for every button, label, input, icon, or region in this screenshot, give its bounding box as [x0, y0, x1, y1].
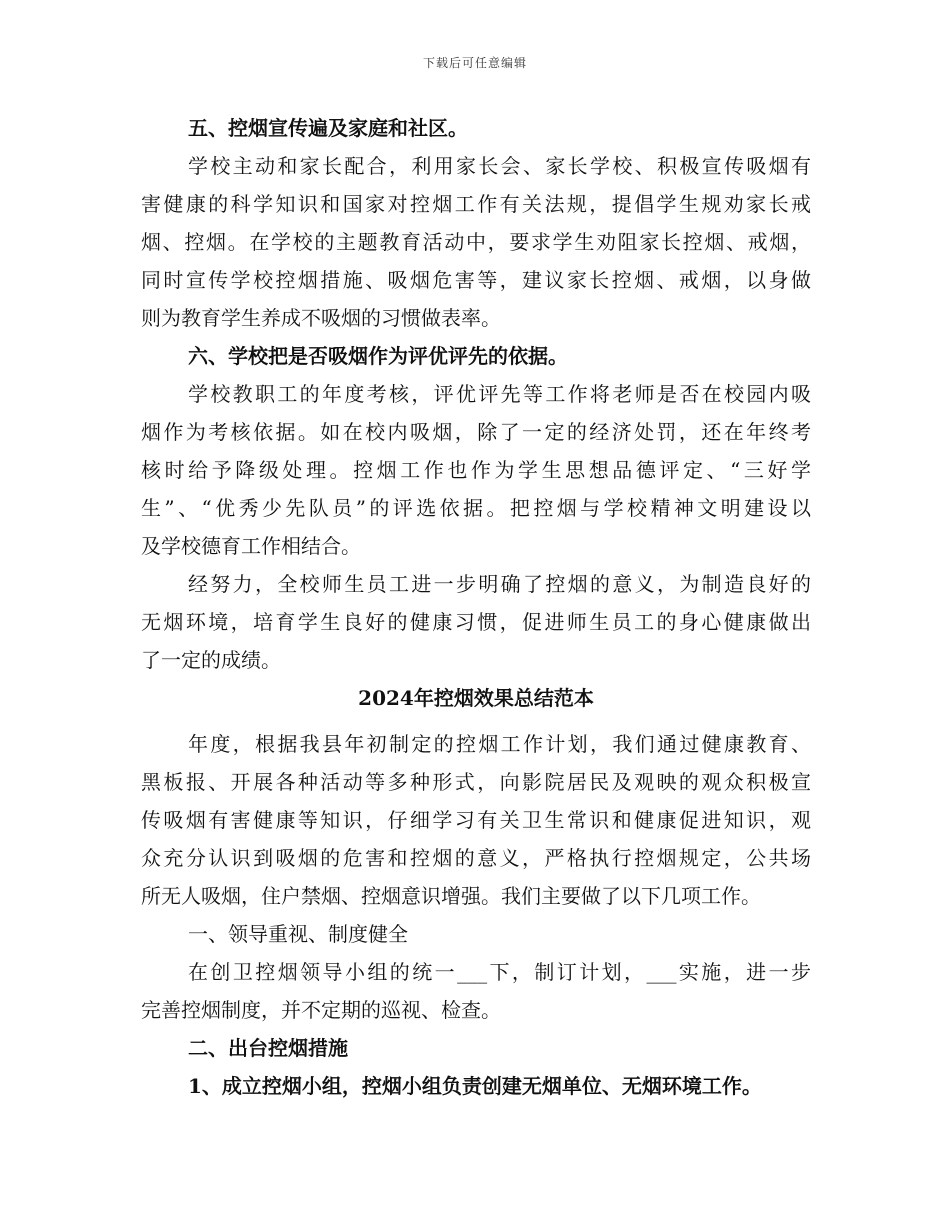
paragraph-line: 完善控烟制度，并不定期的巡视、检查。 — [141, 998, 501, 1022]
page-header: 下载后可任意编辑 — [422, 56, 527, 70]
paragraph-line: 经努力，全校师生员工进一步明确了控烟的意义，为制造良好的 — [188, 572, 811, 596]
section-heading: 五、控烟宣传遍及家庭和社区。 — [188, 116, 468, 140]
paragraph-line: 传吸烟有害健康等知识，仔细学习有关卫生常识和健康促进知识，观 — [141, 808, 811, 832]
paragraph-line: 学校主动和家长配合，利用家长会、家长学校、积极宣传吸烟有 — [188, 154, 811, 178]
section-heading: 二、出台控烟措施 — [188, 1036, 348, 1060]
paragraph-line: 黑板报、开展各种活动等多种形式，向影院居民及观映的观众积极宣 — [141, 770, 811, 794]
subsection-heading: 1、成立控烟小组，控烟小组负责创建无烟单位、无烟环境工作。 — [188, 1074, 762, 1098]
paragraph-line: 生”、“优秀少先队员”的评选依据。把控烟与学校精神文明建设以 — [141, 496, 811, 520]
paragraph-line: 同时宣传学校控烟措施、吸烟危害等，建议家长控烟、戒烟，以身做 — [141, 268, 811, 292]
paragraph-line: 害健康的科学知识和国家对控烟工作有关法规，提倡学生规劝家长戒 — [141, 192, 811, 216]
paragraph-line: 在创卫控烟领导小组的统一___下，制订计划，___实施，进一步 — [188, 960, 811, 984]
section-heading: 一、领导重视、制度健全 — [188, 922, 408, 946]
paragraph-line: 烟、控烟。在学校的主题教育活动中，要求学生劝阻家长控烟、戒烟， — [141, 230, 811, 254]
paragraph-line: 核时给予降级处理。控烟工作也作为学生思想品德评定、“三好学 — [141, 458, 811, 482]
paragraph-line: 则为教育学生养成不吸烟的习惯做表率。 — [141, 306, 501, 330]
paragraph-line: 烟作为考核依据。如在校内吸烟，除了一定的经济处罚，还在年终考 — [141, 420, 811, 444]
paragraph-line: 所无人吸烟，住户禁烟、控烟意识增强。我们主要做了以下几项工作。 — [141, 884, 761, 908]
paragraph-line: 了一定的成绩。 — [141, 648, 281, 672]
document-title: 2024年控烟效果总结范本 — [358, 686, 594, 710]
paragraph-line: 众充分认识到吸烟的危害和控烟的意义，严格执行控烟规定，公共场 — [141, 846, 811, 870]
paragraph-line: 及学校德育工作相结合。 — [141, 534, 361, 558]
paragraph-line: 学校教职工的年度考核，评优评先等工作将老师是否在校园内吸 — [188, 382, 811, 406]
paragraph-line: 年度，根据我县年初制定的控烟工作计划，我们通过健康教育、 — [188, 732, 811, 756]
section-heading: 六、学校把是否吸烟作为评优评先的依据。 — [188, 344, 568, 368]
paragraph-line: 无烟环境，培育学生良好的健康习惯，促进师生员工的身心健康做出 — [141, 610, 811, 634]
